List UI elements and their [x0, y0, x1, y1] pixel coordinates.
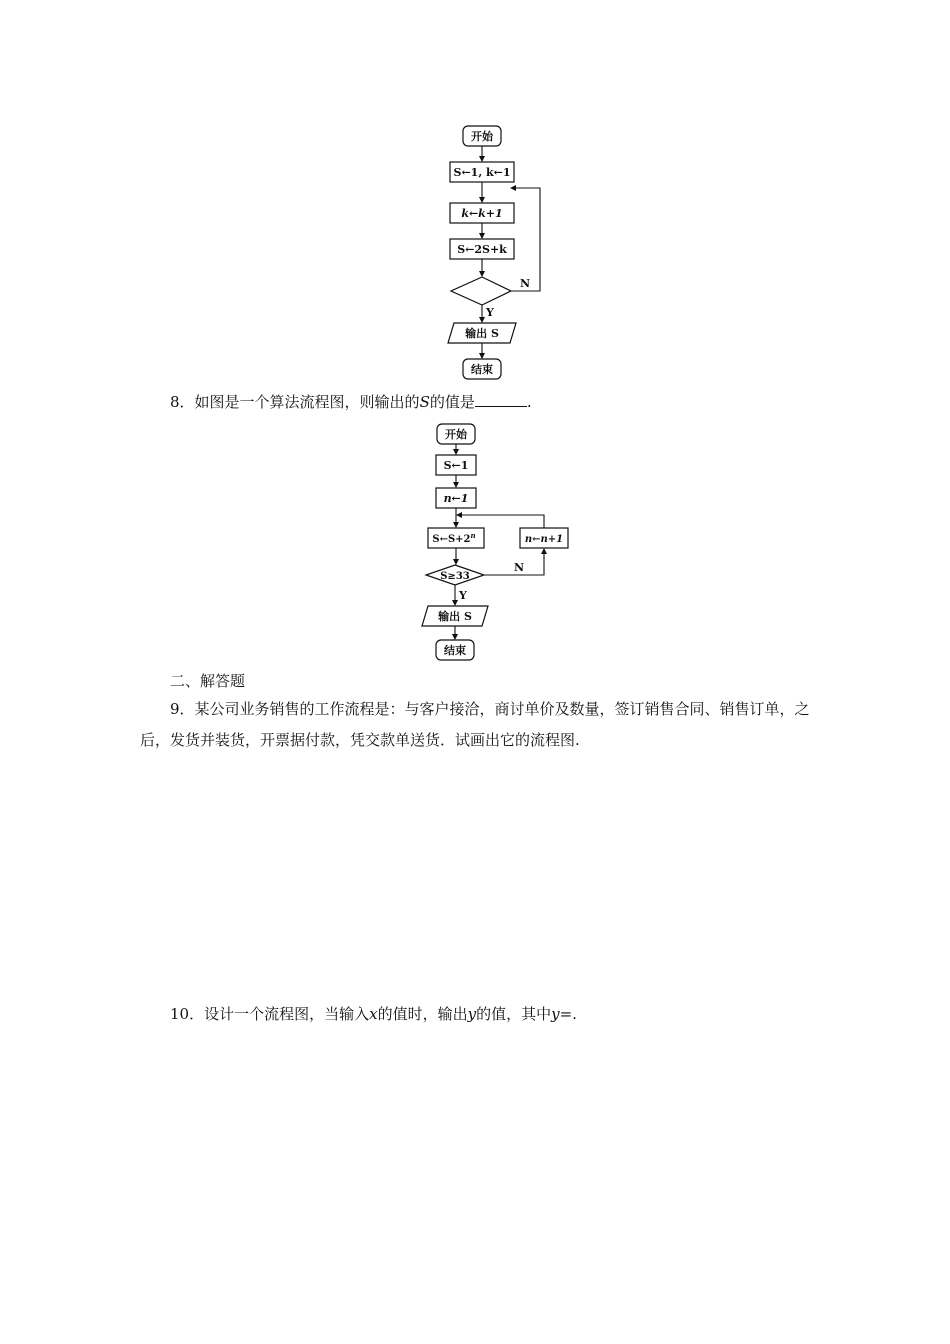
- fc2-step-s-label: $S\leftarrow S+2^n$: [432, 531, 476, 545]
- fc2-end-label: 结束: [444, 644, 466, 657]
- q8-end: .: [526, 393, 532, 411]
- q10-text3: 的值，其中: [476, 1005, 552, 1023]
- question-9: [140, 694, 820, 756]
- fc1-step-s-label: S←2S+k: [457, 243, 507, 256]
- question-10: [140, 999, 820, 1030]
- fc2-step-n-label: n←n+1: [524, 534, 564, 545]
- q8-number: 8．: [170, 393, 195, 411]
- q8-text-after: 的值是: [429, 393, 475, 411]
- flowchart-2: [410, 418, 580, 668]
- q8-text-before: 如图是一个算法流程图，则输出的: [194, 393, 420, 411]
- flowchart-1: [430, 118, 570, 388]
- q10-text1: 设计一个流程图，当输入: [204, 1005, 370, 1023]
- q9-text: 某公司业务销售的工作流程是：与客户接洽，商讨单价及数量，签订销售合同、销售订单，之后，发货并装货，开票据付款，凭交款单送货．试画出它的流程图.: [140, 700, 810, 749]
- fc1-output-label: 输出 S: [465, 327, 499, 340]
- fc2-start-label: 开始: [445, 428, 467, 441]
- fc2-init-s-label: S←1: [443, 459, 469, 472]
- q10-number: 10．: [170, 1005, 205, 1023]
- fc1-end-label: 结束: [471, 363, 493, 376]
- question-8: [140, 387, 820, 418]
- section-heading: 二、解答题: [170, 672, 246, 690]
- fc2-yes-label: Y: [459, 589, 467, 602]
- fc2-condition-label: S≥33: [440, 571, 470, 582]
- fc1-yes-label: Y: [486, 306, 494, 319]
- q10-var-y2: y: [551, 1005, 560, 1023]
- q9-number: 9．: [170, 700, 195, 718]
- q10-text2: 的值时，输出: [377, 1005, 468, 1023]
- fc2-output-label: 输出 S: [438, 610, 472, 623]
- fc1-step-k-label: k←k+1: [461, 207, 503, 220]
- fc1-start-label: 开始: [471, 130, 493, 143]
- fc1-no-label: N: [520, 277, 531, 290]
- fc2-init-n-label: n←1: [443, 492, 469, 505]
- q10-text4: =.: [559, 1005, 577, 1023]
- fc1-init-label: S←1, k←1: [453, 166, 511, 179]
- fc2-no-label: N: [514, 561, 525, 574]
- q10-var-y: y: [467, 1005, 477, 1023]
- q8-answer-blank: [475, 394, 527, 407]
- q10-var-x: x: [369, 1005, 378, 1023]
- fc1-condition-diamond: [451, 277, 511, 305]
- q8-var: S: [419, 393, 430, 411]
